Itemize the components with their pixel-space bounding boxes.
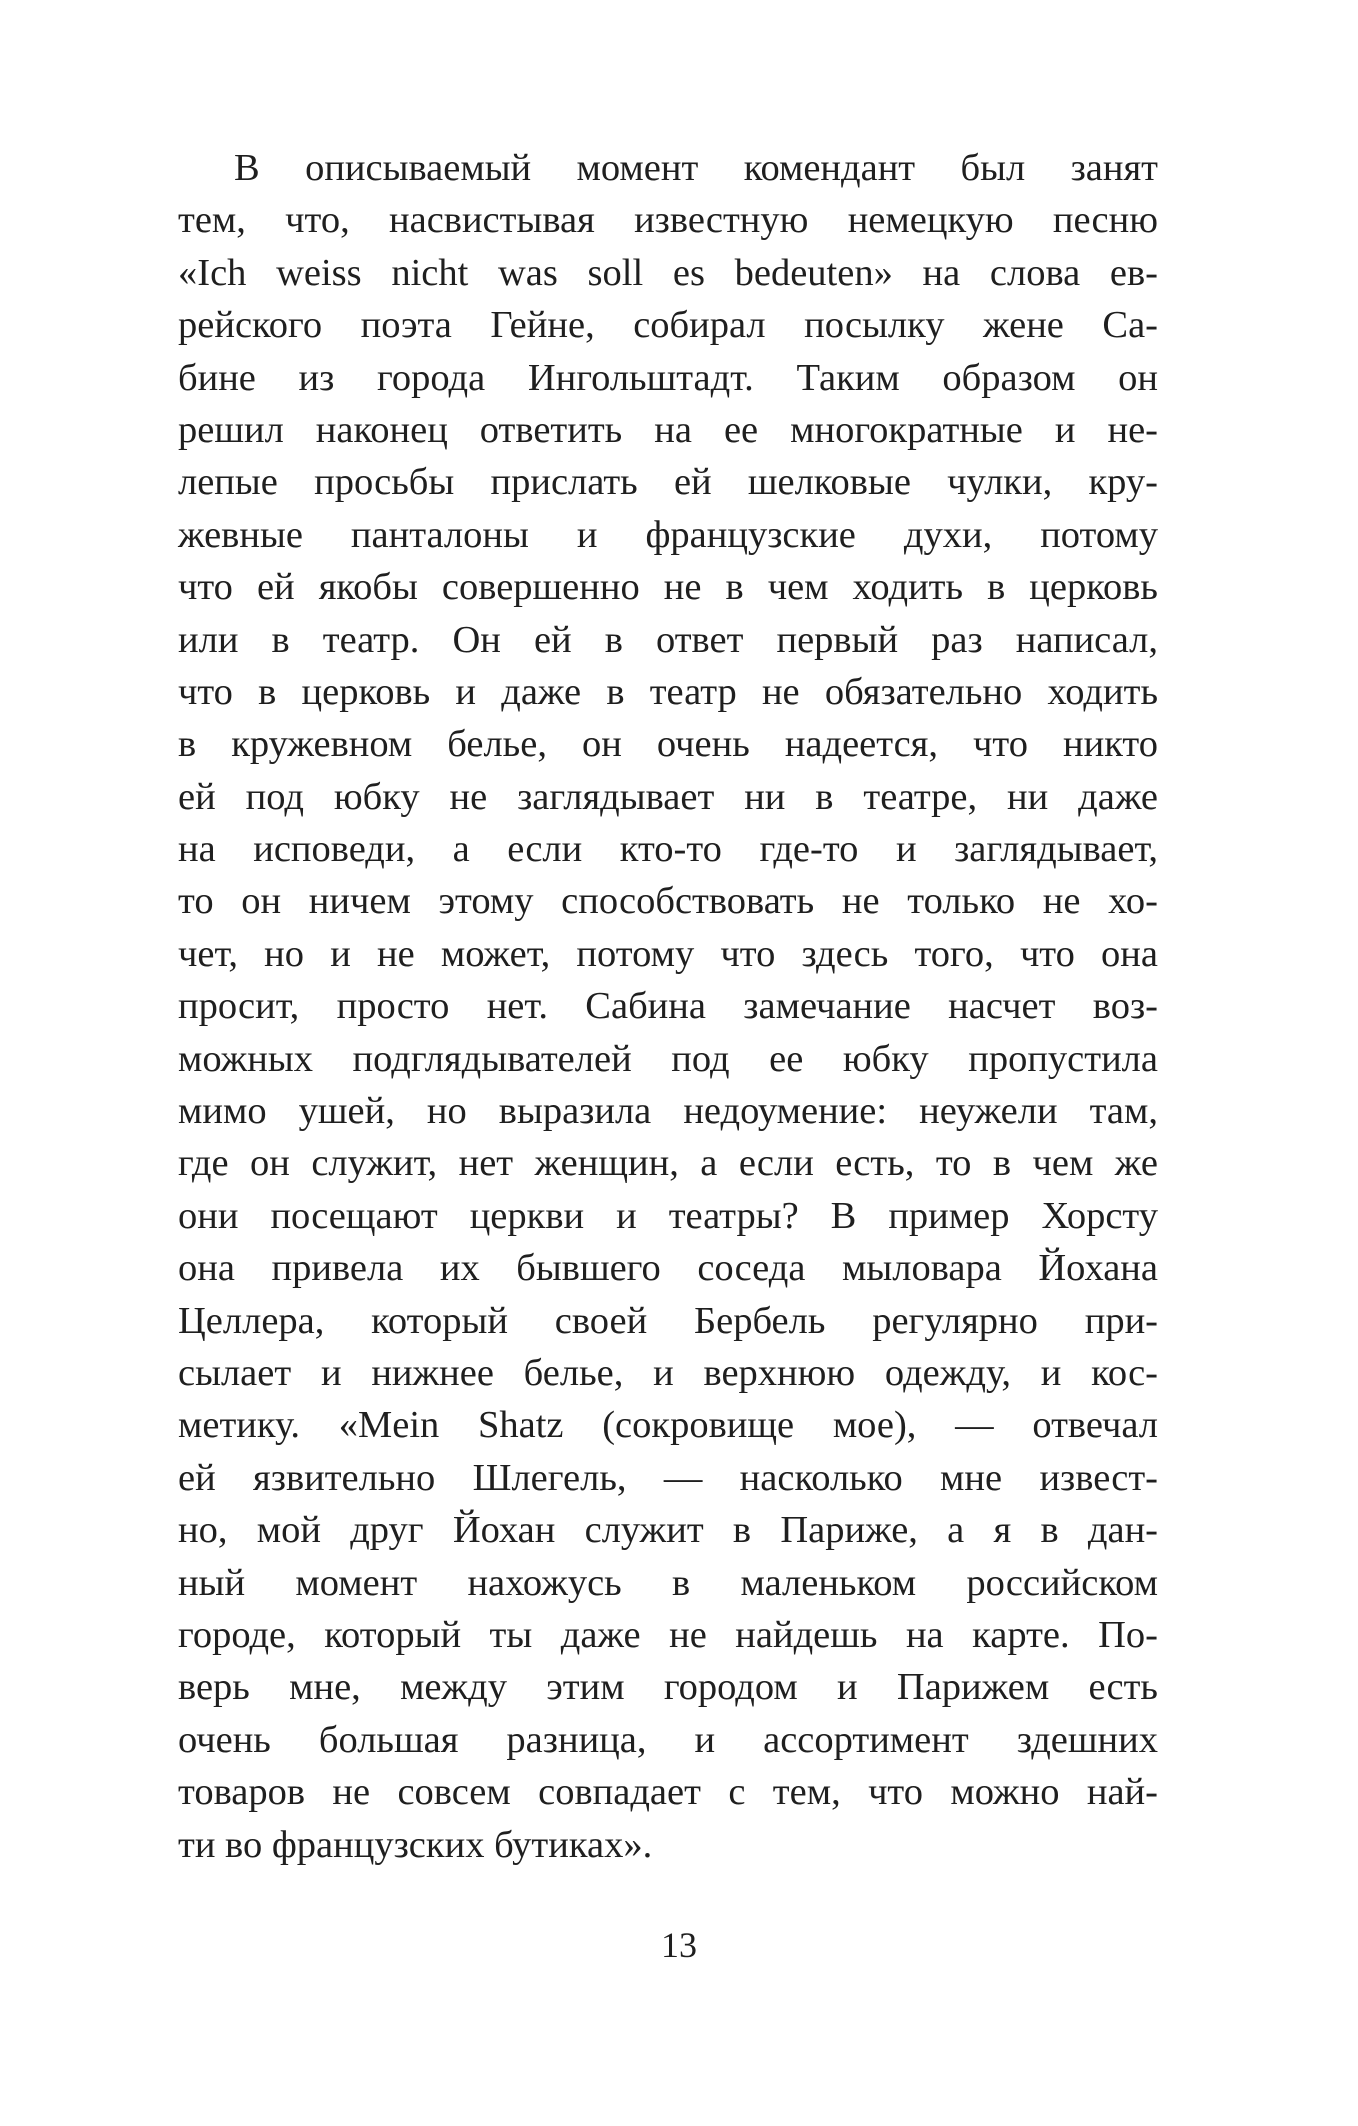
- body-text: [178, 142, 1158, 1871]
- text-line: чет, но и не может, потому что здесь того, что она: [178, 932, 1158, 975]
- text-line: метику. «Mein Shatz (сокровище мое), — отвечал: [178, 1404, 1158, 1447]
- text-line: или в театр. Он ей в ответ первый раз написал,: [178, 618, 1158, 661]
- text-line: что в церковь и даже в театр не обязательно ходить: [178, 670, 1158, 713]
- text-line: ей под юбку не заглядывает ни в театре, ни даже: [178, 775, 1158, 818]
- text-line: можных подглядывателей под ее юбку пропустила: [178, 1037, 1158, 1080]
- text-line: «Ich weiss nicht was soll es bedeuten» на слова ев-: [178, 251, 1158, 294]
- text-line: лепые просьбы прислать ей шелковые чулки, кру-: [178, 461, 1158, 504]
- text-line: то он ничем этому способствовать не только не хо-: [178, 880, 1158, 923]
- text-line: что ей якобы совершенно не в чем ходить в церковь: [178, 566, 1158, 609]
- text-line: тем, что, насвистывая известную немецкую песню: [178, 199, 1158, 242]
- text-line: но, мой друг Йохан служит в Париже, а я в дан-: [178, 1509, 1158, 1552]
- text-line: бине из города Ингольштадт. Таким образом он: [178, 356, 1158, 399]
- text-line: она привела их бывшего соседа мыловара Йохана: [178, 1247, 1158, 1290]
- text-line: где он служит, нет женщин, а если есть, то в чем же: [178, 1142, 1158, 1185]
- text-line: они посещают церкви и театры? В пример Хорсту: [178, 1194, 1158, 1237]
- text-line: на исповеди, а если кто-то где-то и заглядывает,: [178, 828, 1158, 871]
- text-line: Целлера, который своей Бербель регулярно при-: [178, 1299, 1158, 1342]
- text-line: решил наконец ответить на ее многократные и не-: [178, 408, 1158, 451]
- text-line: городе, который ты даже не найдешь на карте. По-: [178, 1613, 1158, 1656]
- page-number: 13: [661, 1925, 697, 1965]
- text-line: сылает и нижнее белье, и верхнюю одежду, и кос-: [178, 1351, 1158, 1394]
- text-line: товаров не совсем совпадает с тем, что можно най-: [178, 1771, 1158, 1814]
- text-line: жевные панталоны и французские духи, потому: [178, 513, 1158, 556]
- text-line: мимо ушей, но выразила недоумение: неужели там,: [178, 1090, 1158, 1133]
- text-line: рейского поэта Гейне, собирал посылку жене Са-: [178, 304, 1158, 347]
- text-line: очень большая разница, и ассортимент здешних: [178, 1718, 1158, 1761]
- text-line: верь мне, между этим городом и Парижем есть: [178, 1666, 1158, 1709]
- text-line: просит, просто нет. Сабина замечание насчет воз-: [178, 985, 1158, 1028]
- text-line: В описываемый момент комендант был занят: [234, 147, 1158, 189]
- text-line: ный момент нахожусь в маленьком российском: [178, 1561, 1158, 1604]
- text-line: в кружевном белье, он очень надеется, что никто: [178, 723, 1158, 766]
- text-line: ей язвительно Шлегель, — насколько мне извест-: [178, 1456, 1158, 1499]
- text-line: ти во французских бутиках».: [178, 1823, 653, 1866]
